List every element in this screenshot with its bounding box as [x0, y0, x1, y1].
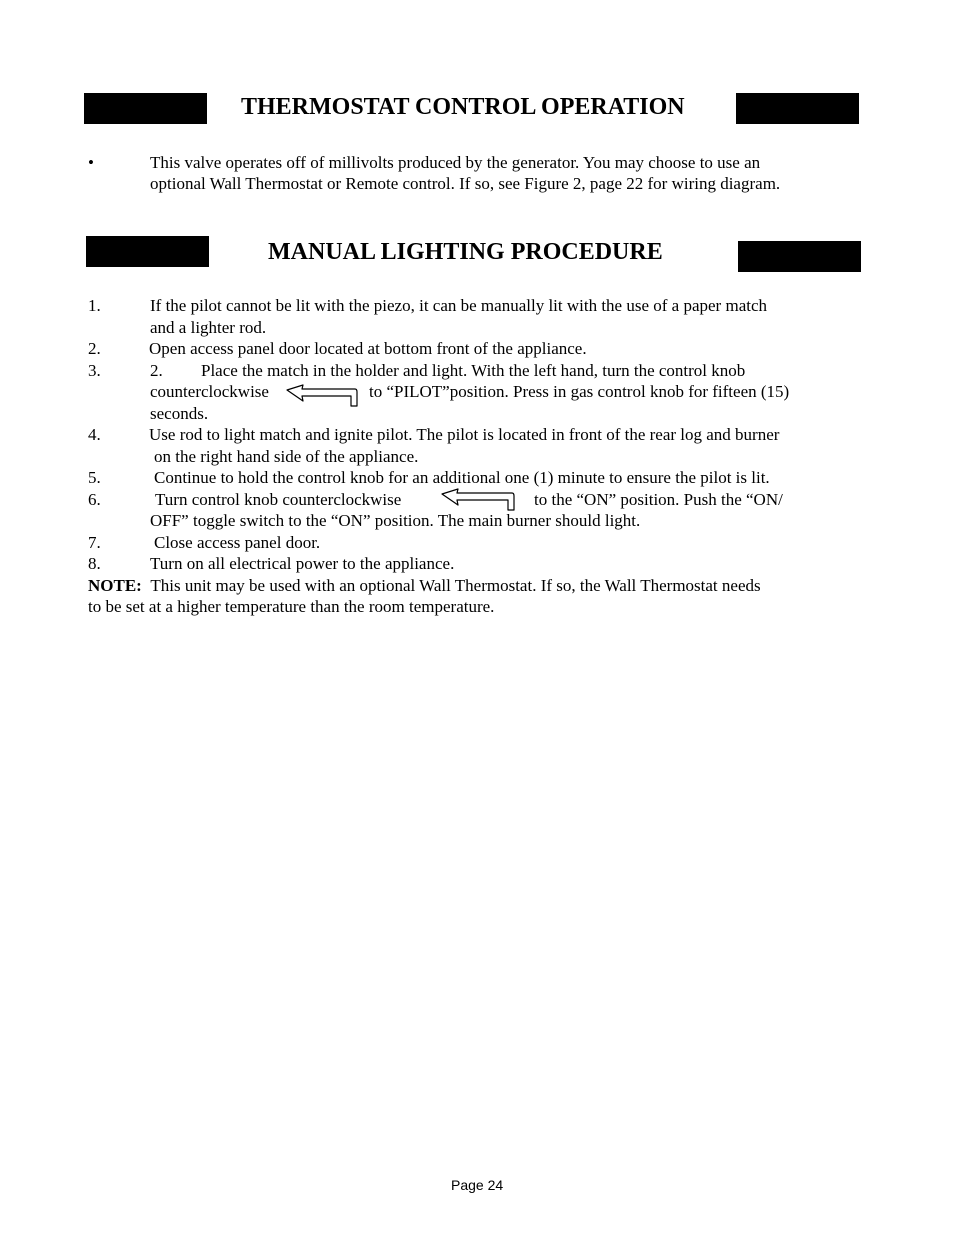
step-number: 1.	[88, 296, 101, 315]
step-text: to the “ON” position. Push the “ON/	[534, 490, 783, 509]
step-text: Use rod to light match and ignite pilot. The pilot is located in front of the rear log and burner	[149, 425, 780, 444]
step-text: seconds.	[150, 404, 209, 423]
note-line1	[88, 575, 761, 596]
step-sub-number: 2.	[150, 361, 163, 380]
counterclockwise-arrow-icon	[440, 488, 516, 512]
note-label: NOTE:	[88, 576, 142, 595]
step-text: Turn control knob counterclockwise	[155, 490, 402, 509]
counterclockwise-arrow-icon	[285, 384, 359, 408]
thermostat-text-line2: optional Wall Thermostat or Remote control. If so, see Figure 2, page 22 for wiring diagram.	[150, 174, 781, 193]
header-bar-left	[86, 236, 209, 267]
step-text: on the right hand side of the appliance.	[154, 447, 419, 466]
section-title-thermostat: THERMOSTAT CONTROL OPERATION	[241, 94, 685, 120]
step-text: If the pilot cannot be lit with the piezo, it can be manually lit with the use of a paper match	[150, 296, 768, 315]
header-bar-right	[736, 93, 859, 124]
step-text: and a lighter rod.	[150, 318, 267, 337]
step-text: Continue to hold the control knob for an additional one (1) minute to ensure the pilot is lit.	[154, 468, 770, 487]
section-title-manual-lighting: MANUAL LIGHTING PROCEDURE	[268, 239, 663, 265]
step-text: Place the match in the holder and light. With the left hand, turn the control knob	[201, 361, 746, 380]
header-bar-right	[738, 241, 861, 272]
step-number: 3.	[88, 361, 101, 380]
step-text: counterclockwise	[150, 382, 269, 401]
step-text: Turn on all electrical power to the appliance.	[150, 554, 455, 573]
thermostat-text-line1: This valve operates off of millivolts produced by the generator. You may choose to use an	[150, 153, 761, 172]
step-number: 8.	[88, 554, 101, 573]
note-text: This unit may be used with an optional Wall Thermostat. If so, the Wall Thermostat needs	[150, 576, 761, 595]
step-number: 7.	[88, 533, 101, 552]
step-number: 2.	[88, 339, 101, 358]
header-bar-left	[84, 93, 207, 124]
page-number: Page 24	[451, 1177, 504, 1193]
note-line2: to be set at a higher temperature than the room temperature.	[88, 597, 495, 616]
step-text: Open access panel door located at bottom front of the appliance.	[149, 339, 587, 358]
step-number: 4.	[88, 425, 101, 444]
step-text: to “PILOT”position. Press in gas control knob for fifteen (15)	[369, 382, 790, 401]
bullet: •	[88, 153, 94, 172]
step-text: OFF” toggle switch to the “ON” position. The main burner should light.	[150, 511, 641, 530]
step-number: 6.	[88, 490, 101, 509]
step-number: 5.	[88, 468, 101, 487]
step-text: Close access panel door.	[154, 533, 321, 552]
